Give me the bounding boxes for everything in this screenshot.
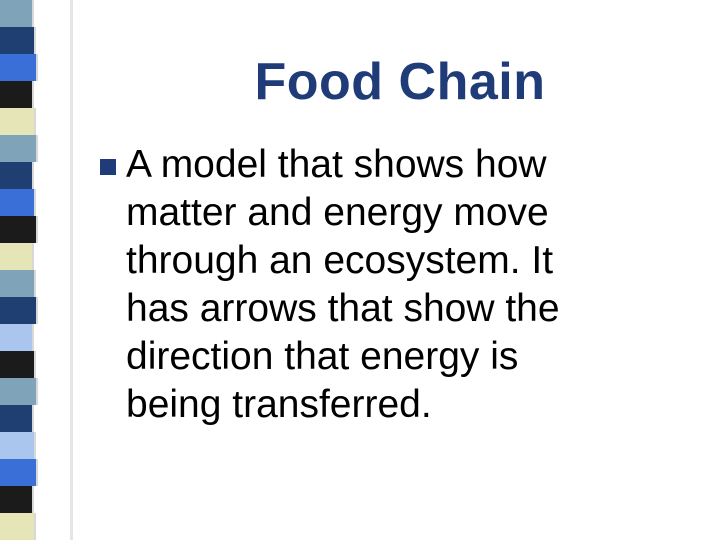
bullet-line: has arrows that show the <box>126 287 560 330</box>
bullet-text <box>100 141 690 429</box>
bullet-line: being transferred. <box>126 383 432 426</box>
decorative-stripe <box>0 297 38 324</box>
bullet-line: matter and energy move <box>126 191 549 234</box>
decorative-stripe <box>0 270 36 297</box>
decorative-stripe <box>0 54 38 81</box>
decorative-stripe <box>0 135 38 162</box>
decorative-stripe <box>0 351 36 378</box>
stripe-divider <box>70 0 73 540</box>
decorative-stripe-bar <box>0 0 80 540</box>
decorative-stripe <box>0 189 36 216</box>
decorative-stripe <box>0 81 34 108</box>
bullet-line: A model that shows how <box>126 143 547 186</box>
decorative-stripe <box>0 162 34 189</box>
decorative-stripe <box>0 216 38 243</box>
bullet-line: through an ecosystem. It <box>126 239 554 282</box>
decorative-stripe <box>0 0 34 27</box>
slide-title: Food Chain <box>254 53 546 111</box>
decorative-stripe <box>0 459 38 486</box>
decorative-stripe <box>0 378 38 405</box>
decorative-stripe <box>0 432 36 459</box>
decorative-stripe <box>0 27 36 54</box>
decorative-stripe <box>0 108 36 135</box>
decorative-stripe <box>0 243 34 270</box>
bullet-item <box>100 141 690 429</box>
decorative-stripe <box>0 405 34 432</box>
bullet-line: direction that energy is <box>126 335 519 378</box>
decorative-stripe <box>0 486 34 513</box>
square-bullet-icon <box>100 159 116 175</box>
decorative-stripe <box>0 324 34 351</box>
decorative-stripe <box>0 513 36 540</box>
